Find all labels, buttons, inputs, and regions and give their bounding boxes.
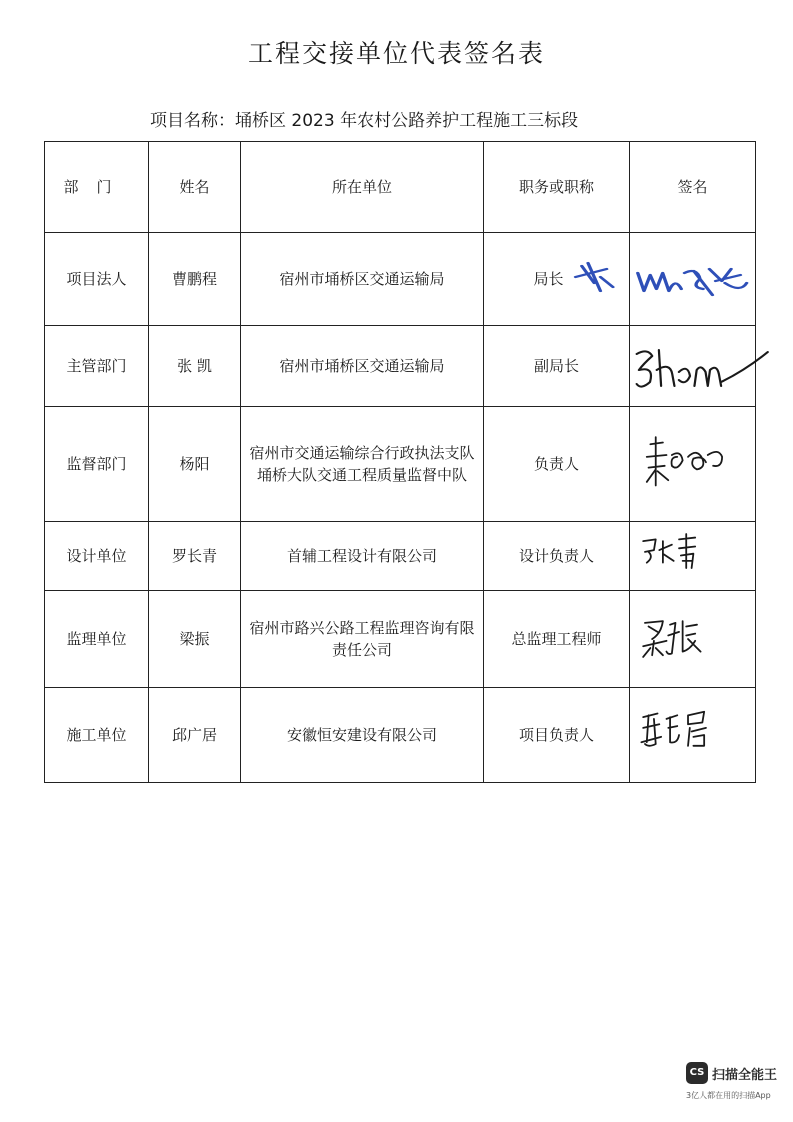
signature-cell [630,326,756,407]
table-row [45,326,756,407]
cell-position: 负责人 [484,407,630,522]
cell-dept: 主管部门 [45,326,149,407]
cell-dept: 项目法人 [45,233,149,326]
cell-unit: 宿州市交通运输综合行政执法支队埇桥大队交通工程质量监督中队 [241,407,484,522]
table-row [45,233,756,326]
cell-position: 局长 [484,233,630,326]
handwritten-signature [636,525,749,587]
header-unit: 所在单位 [241,142,484,233]
signature-cell [630,233,756,326]
cs-logo-icon: CS [686,1062,708,1084]
signature-cell [630,522,756,591]
signature-cell [630,407,756,522]
table-header-row [45,142,756,233]
cell-name: 曹鹏程 [149,233,241,326]
cell-unit: 宿州市路兴公路工程监理咨询有限责任公司 [241,591,484,688]
cell-dept: 施工单位 [45,688,149,783]
cell-position: 总监理工程师 [484,591,630,688]
cell-position: 项目负责人 [484,688,630,783]
cell-name: 梁振 [149,591,241,688]
table-row [45,591,756,688]
cell-unit: 安徽恒安建设有限公司 [241,688,484,783]
signature-cell [630,688,756,783]
cell-name: 杨阳 [149,407,241,522]
cell-dept: 设计单位 [45,522,149,591]
cell-name: 罗长青 [149,522,241,591]
handwritten-signature [636,412,749,515]
scanner-watermark [686,1062,786,1112]
signature-table [44,141,756,783]
watermark-tagline: 3亿人都在用的扫描App [686,1091,771,1100]
cell-position: 设计负责人 [484,522,630,591]
handwritten-signature [636,596,749,683]
header-position: 职务或职称 [484,142,630,233]
header-name: 姓名 [149,142,241,233]
cell-dept: 监督部门 [45,407,149,522]
cell-unit: 首辅工程设计有限公司 [241,522,484,591]
signature-cell [630,591,756,688]
table-row [45,688,756,783]
handwritten-signature [560,233,756,326]
handwritten-signature [636,692,749,777]
cell-dept: 监理单位 [45,591,149,688]
cell-unit: 宿州市埇桥区交通运输局 [241,326,484,407]
cell-position: 副局长 [484,326,630,407]
project-name-line: 项目名称：埇桥区 2023 年农村公路养护工程施工三标段 [150,111,579,131]
document-title: 工程交接单位代表签名表 [247,39,545,68]
header-signature: 签名 [630,142,756,233]
cell-name: 张 凯 [149,326,241,407]
handwritten-signature [630,326,770,407]
header-dept: 部门 [45,142,149,233]
table-row [45,407,756,522]
cell-name: 邱广居 [149,688,241,783]
table-row [45,522,756,591]
cell-unit: 宿州市埇桥区交通运输局 [241,233,484,326]
watermark-app-name: 扫描全能王 [712,1068,778,1083]
